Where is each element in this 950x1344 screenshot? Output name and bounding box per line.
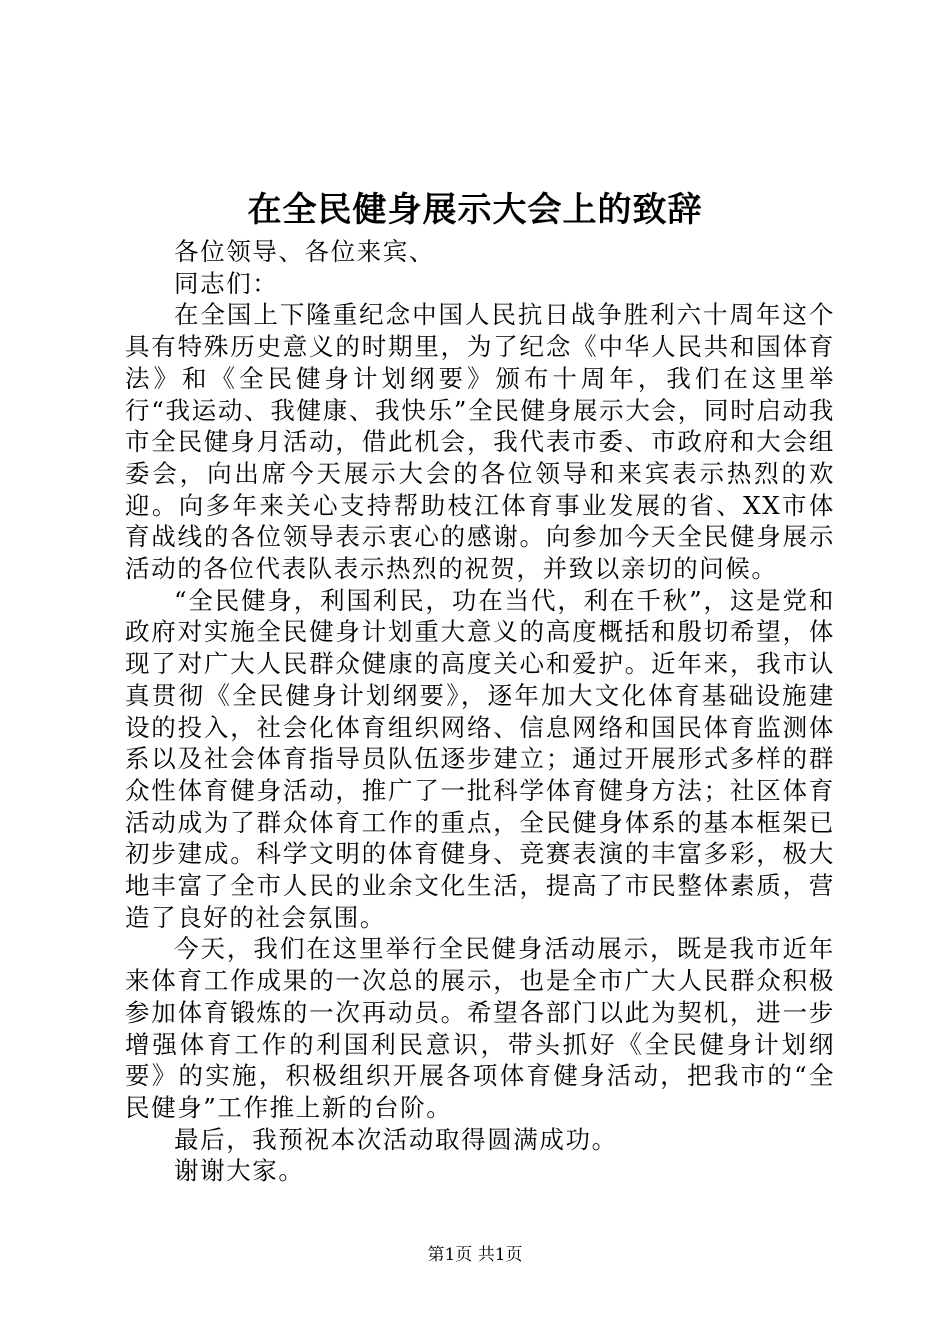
closing-line: 最后，我预祝本次活动取得圆满成功。 xyxy=(174,1124,618,1154)
salutation-line: 各位领导、各位来宾、 xyxy=(174,237,435,266)
document-body xyxy=(125,236,835,1187)
body-paragraph: “全民健身，利国利民，功在当代，利在千秋”，这是党和政府对实施全民健身计划重大意义的高度概括和殷切希望，体现了对广大人民群众健康的高度关心和爱护。近年来，我市认真贯彻《全民健身计划纲要》，逐年加大文化体育基础设施建设的投入，社会化体育组织网络、信息网络和国民体育监测体系以及社会体育指导员队伍逐步建立；通过开展形式多样的群众性体育健身活动，推广了一批科学体育健身方法；社区体育活动成为了群众体育工作的重点，全民健身体系的基本框架已初步建成。科学文明的体育健身、竞赛表演的丰富多彩，极大地丰富了全市人民的业余文化生活，提高了市民整体素质，营造了良好的社会氛围。 xyxy=(125,585,835,932)
body-paragraph: 在全国上下隆重纪念中国人民抗日战争胜利六十周年这个具有特殊历史意义的时期里，为了纪念《中华人民共和国体育法》和《全民健身计划纲要》颁布十周年，我们在这里举行“我运动、我健康、我快乐”全民健身展示大会，同时启动我市全民健身月活动，借此机会，我代表市委、市政府和大会组委会，向出席今天展示大会的各位领导和来宾表示热烈的欢迎。向多年来关心支持帮助枝江体育事业发展的省、XX市体育战线的各位领导表示衷心的感谢。向参加今天全民健身展示活动的各位代表队表示热烈的祝贺，并致以亲切的问候。 xyxy=(125,300,835,584)
body-paragraph: 今天，我们在这里举行全民健身活动展示，既是我市近年来体育工作成果的一次总的展示，也是全市广大人民群众积极参加体育锻炼的一次再动员。希望各部门以此为契机，进一步增强体育工作的利国利民意识，带头抓好《全民健身计划纲要》的实施，积极组织开展各项体育健身活动，把我市的“全民健身”工作推上新的台阶。 xyxy=(125,934,835,1122)
closing-line: 谢谢大家。 xyxy=(174,1156,305,1186)
salutation-line: 同志们： xyxy=(174,268,279,298)
document-title: 在全民健身展示大会上的致辞 xyxy=(247,190,703,230)
page-footer: 第1页 共1页 xyxy=(427,1245,523,1265)
